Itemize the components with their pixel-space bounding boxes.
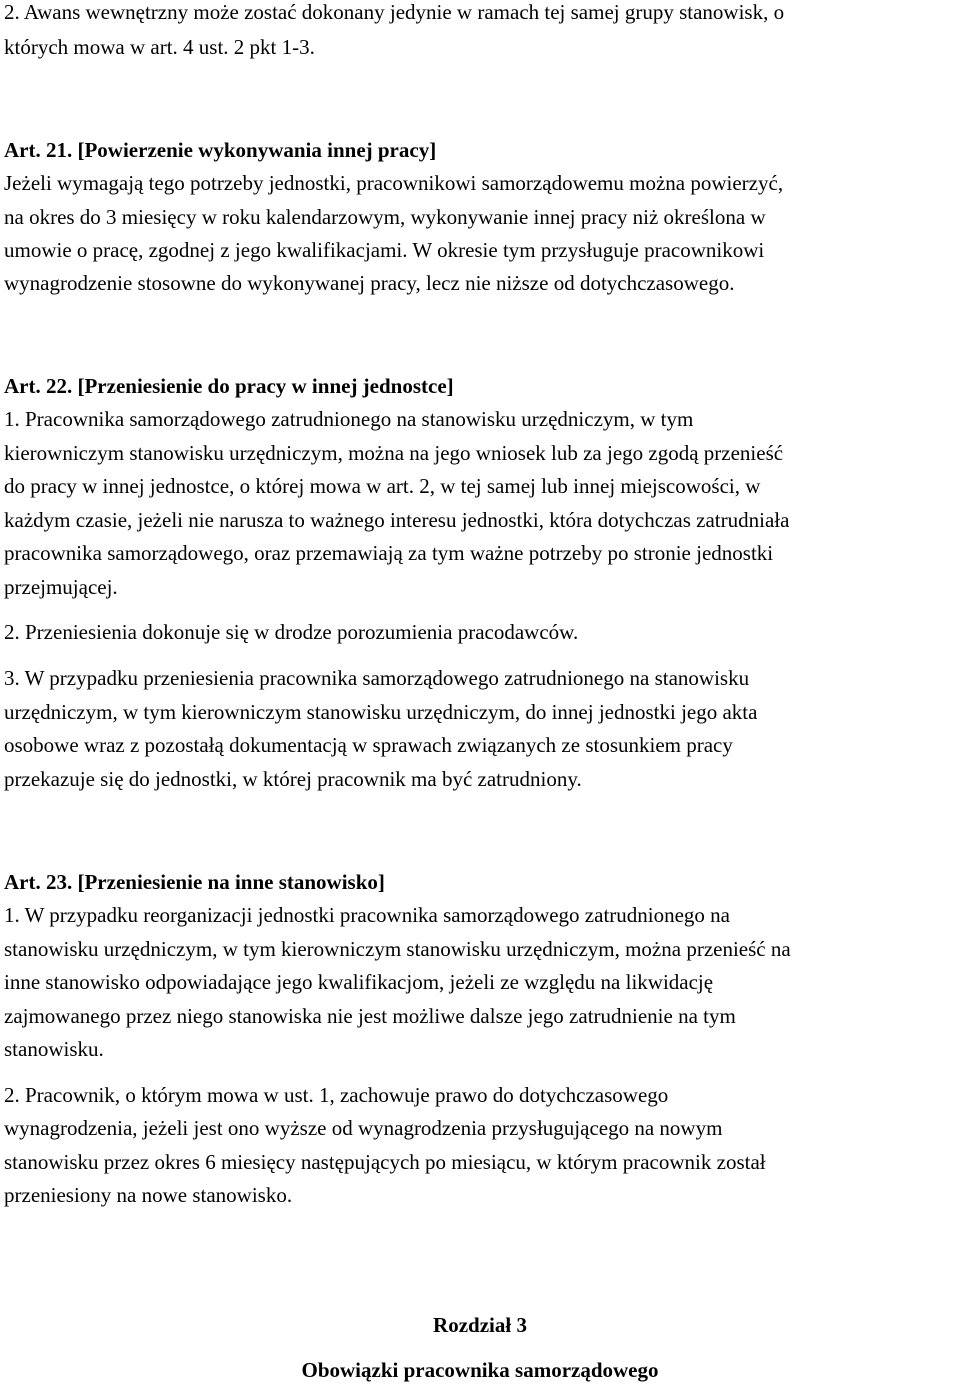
intro-line: których mowa w art. 4 ust. 2 pkt 1-3. bbox=[4, 35, 315, 59]
art22-line: każdym czasie, jeżeli nie narusza to ważnego interesu jednostki, która dotychczas zatrudniała bbox=[4, 508, 790, 532]
art23-line: inne stanowisko odpowiadające jego kwalifikacjom, jeżeli ze względu na likwidację bbox=[4, 970, 714, 994]
art21-line: na okres do 3 miesięcy w roku kalendarzowym, wykonywanie innej pracy niż określona w bbox=[4, 205, 766, 229]
art22-heading: Art. 22. [Przeniesienie do pracy w innej jednostce] bbox=[4, 374, 454, 398]
art21-line: Jeżeli wymagają tego potrzeby jednostki, pracownikowi samorządowemu można powierzyć, bbox=[4, 171, 784, 195]
art22-line: 3. W przypadku przeniesienia pracownika samorządowego zatrudnionego na stanowisku bbox=[4, 666, 750, 690]
art23-line: stanowisku urzędniczym, w tym kierowniczym stanowisku urzędniczym, można przenieść na bbox=[4, 937, 791, 961]
art22-line: przekazuje się do jednostki, w której pracownik ma być zatrudniony. bbox=[4, 767, 582, 791]
art23-line: stanowisku. bbox=[4, 1037, 104, 1061]
chapter-number: Rozdział 3 bbox=[433, 1313, 527, 1337]
art23-line: wynagrodzenia, jeżeli jest ono wyższe od wynagrodzenia przysługującego na nowym bbox=[4, 1116, 723, 1140]
chapter-title: Obowiązki pracownika samorządowego bbox=[301, 1358, 659, 1382]
art23-line: przeniesiony na nowe stanowisko. bbox=[4, 1183, 293, 1207]
art21-line: wynagrodzenie stosowne do wykonywanej pracy, lecz nie niższe od dotychczasowego. bbox=[4, 271, 735, 295]
art22-line: przejmującej. bbox=[4, 575, 118, 599]
art22-line: 2. Przeniesienia dokonuje się w drodze porozumienia pracodawców. bbox=[4, 620, 579, 644]
art21-line: umowie o pracę, zgodnej z jego kwalifikacjami. W okresie tym przysługuje pracownikowi bbox=[4, 238, 765, 262]
art22-line: osobowe wraz z pozostałą dokumentacją w sprawach związanych ze stosunkiem pracy bbox=[4, 733, 733, 757]
art22-line: urzędniczym, w tym kierowniczym stanowisku urzędniczym, do innej jednostki jego akta bbox=[4, 700, 758, 724]
art23-line: zajmowanego przez niego stanowiska nie jest możliwe dalsze jego zatrudnienie na tym bbox=[4, 1004, 736, 1028]
art22-line: 1. Pracownika samorządowego zatrudnionego na stanowisku urzędniczym, w tym bbox=[4, 407, 694, 431]
art23-heading: Art. 23. [Przeniesienie na inne stanowisko] bbox=[4, 870, 385, 894]
art22-line: kierowniczym stanowisku urzędniczym, można na jego wniosek lub za jego zgodą przenieść bbox=[4, 441, 784, 465]
intro-line: 2. Awans wewnętrzny może zostać dokonany jedynie w ramach tej samej grupy stanowisk, o bbox=[4, 0, 785, 24]
art22-line: do pracy w innej jednostce, o której mowa w art. 2, w tej samej lub innej miejscowości, w bbox=[4, 474, 761, 498]
art22-line: pracownika samorządowego, oraz przemawiają za tym ważne potrzeby po stronie jednostki bbox=[4, 541, 774, 565]
art21-heading: Art. 21. [Powierzenie wykonywania innej pracy] bbox=[4, 138, 437, 162]
art23-line: 1. W przypadku reorganizacji jednostki pracownika samorządowego zatrudnionego na bbox=[4, 903, 731, 927]
art23-line: 2. Pracownik, o którym mowa w ust. 1, zachowuje prawo do dotychczasowego bbox=[4, 1083, 669, 1107]
art23-line: stanowisku przez okres 6 miesięcy następujących po miesiącu, w którym pracownik został bbox=[4, 1150, 766, 1174]
